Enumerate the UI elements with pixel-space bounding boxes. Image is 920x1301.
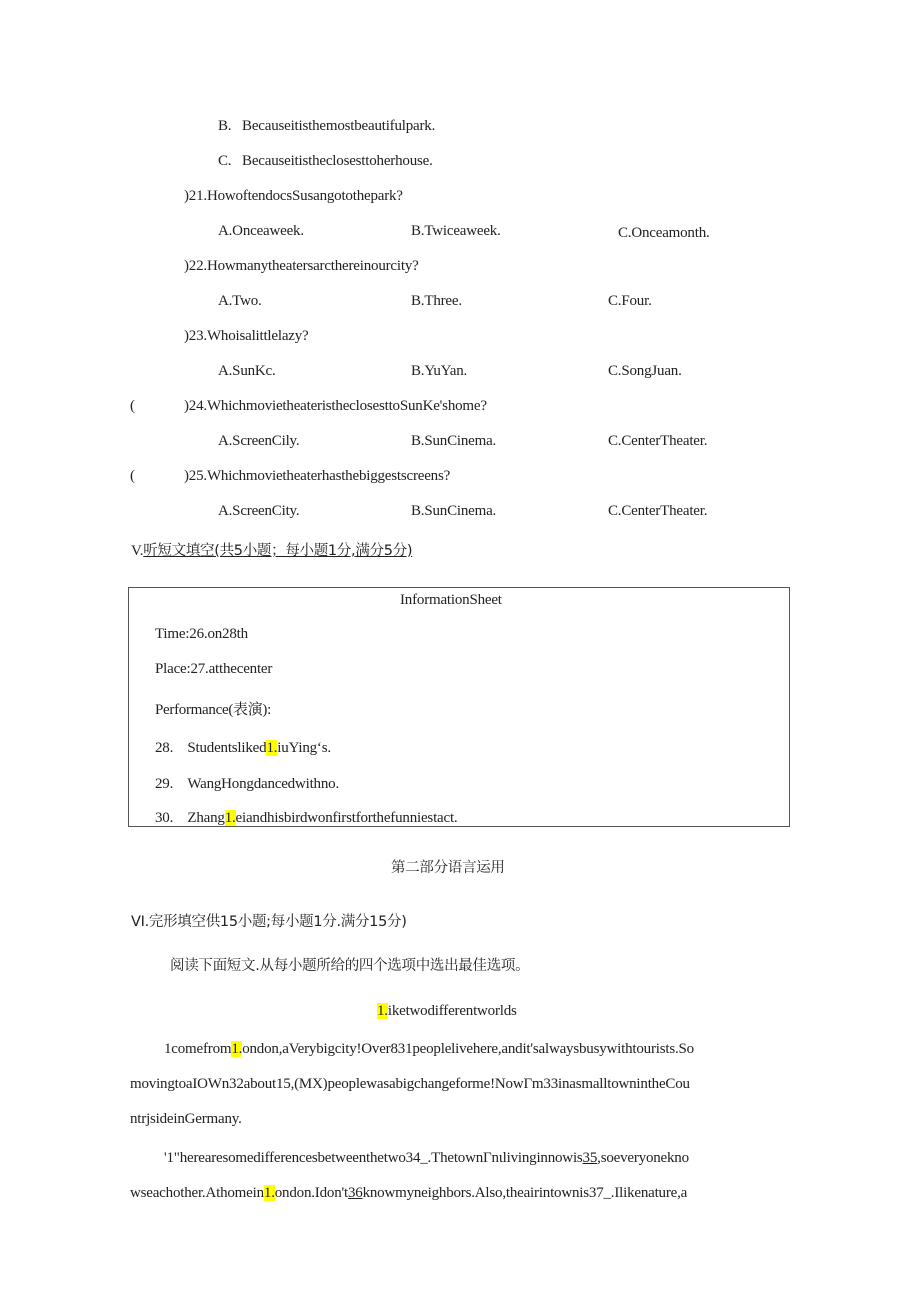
q21-option-c: C.Onceamonth. bbox=[618, 225, 710, 241]
question-24: )24.WhichmovietheateristheclosesttoSunKe'shome? bbox=[184, 398, 487, 414]
section-title: 听短文填空(共5小题；每小题1分,满分5分) bbox=[143, 543, 413, 559]
q22-option-a: A.Two. bbox=[218, 293, 262, 309]
highlight-mark: 1. bbox=[266, 740, 278, 756]
q23-option-c: C.SongJuan. bbox=[608, 363, 682, 379]
option-letter: B. bbox=[218, 118, 232, 134]
info-item-30: 30. Zhang1.eiandhisbirdwonfirstforthefunniestact. bbox=[155, 810, 458, 826]
q24-option-b: B.SunCinema. bbox=[411, 433, 497, 449]
question-23: )23.Whoisalittlelazy? bbox=[184, 328, 309, 344]
highlight-mark: 1. bbox=[224, 810, 236, 826]
q21-option-b: B.Twiceaweek. bbox=[411, 223, 501, 239]
passage-title: 1.iketwodifferentworlds bbox=[377, 1003, 517, 1019]
q20-option-c bbox=[218, 151, 433, 171]
info-place: Place:27.atthecenter bbox=[155, 661, 273, 677]
cloze-instruction: 阅读下面短文.从每小题所给的四个选项中选出最佳选项。 bbox=[170, 958, 530, 974]
passage-p1-line1: 1comefrom1.ondon,aVerybigcity!Over831peoplelivehere,andit'salwaysbusywithtourists.So bbox=[164, 1041, 694, 1057]
q24-option-a: A.ScreenCily. bbox=[218, 433, 300, 449]
blank-number: 36 bbox=[347, 1185, 363, 1201]
q21-option-a: A.Onceaweek. bbox=[218, 223, 304, 239]
section-6-heading: VI.完形填空供15小题;每小题1分.满分15分) bbox=[131, 914, 407, 930]
option-letter: C. bbox=[218, 153, 232, 169]
info-time: Time:26.on28th bbox=[155, 626, 248, 642]
q25-option-b: B.SunCinema. bbox=[411, 503, 497, 519]
info-item-29: 29. WangHongdancedwithno. bbox=[155, 776, 339, 792]
part-2-title: 第二部分语言运用 bbox=[391, 860, 505, 876]
section-prefix: V. bbox=[131, 543, 144, 559]
question-22: )22.Howmanytheatersarctherein​ourcity? bbox=[184, 258, 419, 274]
passage-p2-line2: wseachother.Athomein1.ondon.Idon't36knowmyneighbors.Also,theairintownis37_.Ilikenature,a bbox=[130, 1185, 688, 1201]
passage-p2-line1: '1"herearesomedifferencesbetweenthetwo34_.ThetownΓnιlivinginnowis35,soeveryonekno bbox=[164, 1150, 689, 1166]
q23-option-b: B.YuYan. bbox=[411, 363, 468, 379]
answer-paren-24: ( bbox=[130, 398, 135, 414]
q25-option-c: C.CenterTheater. bbox=[608, 503, 708, 519]
q24-option-c: C.CenterTheater. bbox=[608, 433, 708, 449]
question-21: )21.HowoftendocsSusangotothepark? bbox=[184, 188, 403, 204]
q20-option-b bbox=[218, 116, 435, 136]
answer-paren-25: ( bbox=[130, 468, 135, 484]
option-text: Becauseitistheclosesttoherhouse. bbox=[242, 153, 433, 169]
highlight-mark: 1. bbox=[263, 1185, 275, 1201]
question-25: )25.Whichmovietheaterhasthebiggestscreens? bbox=[184, 468, 451, 484]
info-item-28: 28. Studentsliked1.iuYingʻs. bbox=[155, 740, 331, 756]
section-5-heading bbox=[131, 541, 412, 561]
info-sheet-title: InformationSheet bbox=[400, 592, 502, 608]
passage-p1-line3: ntrjsideinGermany. bbox=[130, 1111, 242, 1127]
info-performance: Performance(表演): bbox=[155, 702, 271, 718]
q23-option-a: A.SunKc. bbox=[218, 363, 276, 379]
blank-number: 35 bbox=[582, 1150, 598, 1166]
option-text: Becauseitisthemostbeautifulpark. bbox=[242, 118, 436, 134]
highlight-mark: 1. bbox=[231, 1041, 243, 1057]
q22-option-c: C.Four. bbox=[608, 293, 652, 309]
passage-p1-line2: movingtoaIOWn32about15,(MX)peoplewasabigchangeforme!NowΓm33inasmalltowninthe​Cou bbox=[130, 1076, 690, 1092]
q25-option-a: A.ScreenCity. bbox=[218, 503, 300, 519]
q22-option-b: B.Three. bbox=[411, 293, 462, 309]
highlight-mark: 1. bbox=[377, 1003, 388, 1019]
